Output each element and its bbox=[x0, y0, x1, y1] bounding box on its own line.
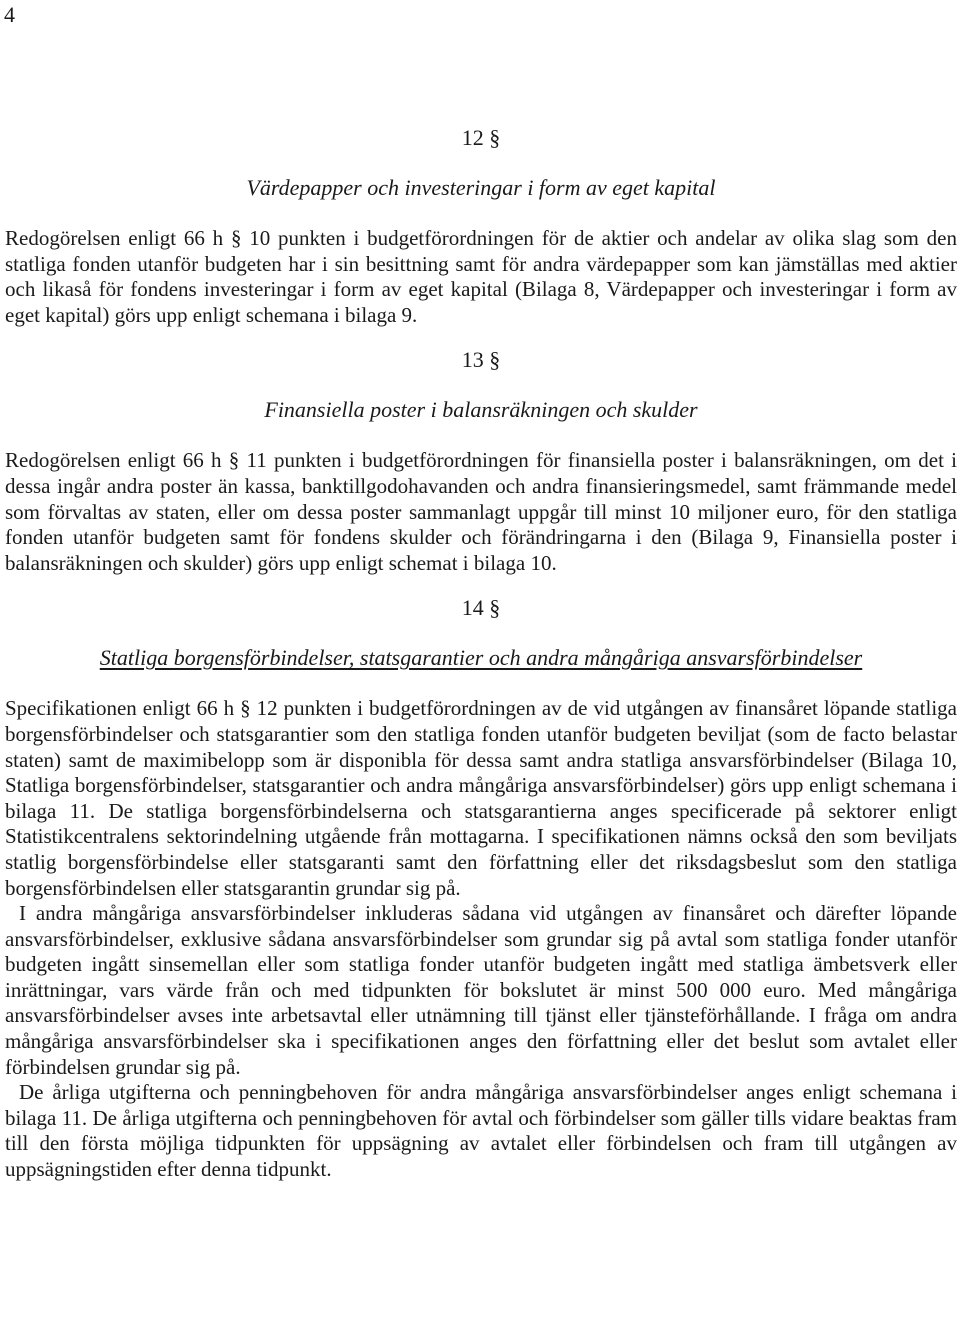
paragraph: I andra mångåriga ansvarsförbindelser inkluderas sådana vid utgången av finansåret och därefter löpande ansvarsförbindelser, exklusive sådana ansvarsförbindelser som grundar sig på avtal som statliga fonder utanför budgeten ingått sinsemellan eller som statliga fonder utanför budgeten ingått med statliga ämbetsverk eller inrättningar, vars värde från och med tidpunkten för bokslutet är minst 500 000 euro. Med mångåriga ansvarsförbindelser avses inte arbetsavtal eller utnämning till tjänst eller tjänsteförhållande. I fråga om andra mångåriga ansvarsförbindelser ska i specifikationen anges den författning eller det beslut som avtalet eller förbindelsen grundar sig på. bbox=[5, 901, 957, 1079]
paragraph: De årliga utgifterna och penningbehoven för andra mångåriga ansvarsförbindelser anges enligt schemana i bilaga 11. De årliga utgifterna och penningbehoven för avtal och förbindelser som gäller tills vidare beaktas fram till den första möjliga tidpunkten för uppsägning av avtalet eller förbindelsen och fram till utgången av uppsägningstiden efter denna tidpunkt. bbox=[5, 1080, 957, 1182]
paragraph: Redogörelsen enligt 66 h § 11 punkten i budgetförordningen för finansiella poster i balansräkningen, om det i dessa ingår andra poster än kassa, banktillgodohavanden och andra finansieringsmedel, samt främmande medel som förvaltas av staten, eller om dessa poster sammanlagt uppgår till minst 10 miljoner euro, för den statliga fonden utanför budgeten samt för fondens skulder och förändringarna i den (Bilaga 9, Finansiella poster i balansräkningen och skulder) görs upp enligt schemat i bilaga 10. bbox=[5, 448, 957, 575]
section-number: 13 § bbox=[461, 347, 501, 373]
section-title: Värdepapper och investeringar i form av eget kapital bbox=[246, 175, 716, 200]
document-body bbox=[5, 124, 957, 1183]
section-title: Finansiella poster i balansräkningen och skulder bbox=[264, 397, 698, 423]
section-13 bbox=[5, 346, 957, 576]
section-12 bbox=[5, 124, 957, 328]
section-14 bbox=[5, 594, 957, 1182]
paragraph: Specifikationen enligt 66 h § 12 punkten i budgetförordningen av de vid utgången av finansåret löpande statliga borgensförbindelser och statsgarantier som den statliga fonden utanför budgeten beviljat (som de facto belastar staten) samt de maximibelopp som är disponibla för dessa samt andra statliga ansvarsförbindelser (Bilaga 10, Statliga borgensförbindelser, statsgarantier och andra mångåriga ansvarsförbindelser) görs upp enligt schemana i bilaga 11. De statliga borgensförbindelserna och statsgarantierna anges specificerade på sektorer enligt Statistikcentralens sektorindelning utgående från mottagarna. I specifikationen nämns också den som beviljats statlig borgensförbindelse eller statsgaranti samt den författning eller det riksdagsbeslut som den statliga borgensförbindelsen eller statsgarantin grundar sig på. bbox=[5, 696, 957, 900]
paragraph: Redogörelsen enligt 66 h § 10 punkten i budgetförordningen för de aktier och andelar av olika slag som den statliga fonden utanför budgeten har i sin besittning samt för andra värdepapper som kan jämställas med aktier och likaså för fondens investeringar i form av eget kapital (Bilaga 8, Värdepapper och investeringar i form av eget kapital) görs upp enligt schemana i bilaga 9. bbox=[5, 226, 957, 327]
section-number: 12 § bbox=[461, 125, 501, 150]
section-number: 14 § bbox=[461, 595, 501, 621]
section-title: Statliga borgensförbindelser, statsgarantier och andra mångåriga ansvarsförbindelser bbox=[99, 645, 863, 671]
page-number: 4 bbox=[4, 2, 15, 27]
